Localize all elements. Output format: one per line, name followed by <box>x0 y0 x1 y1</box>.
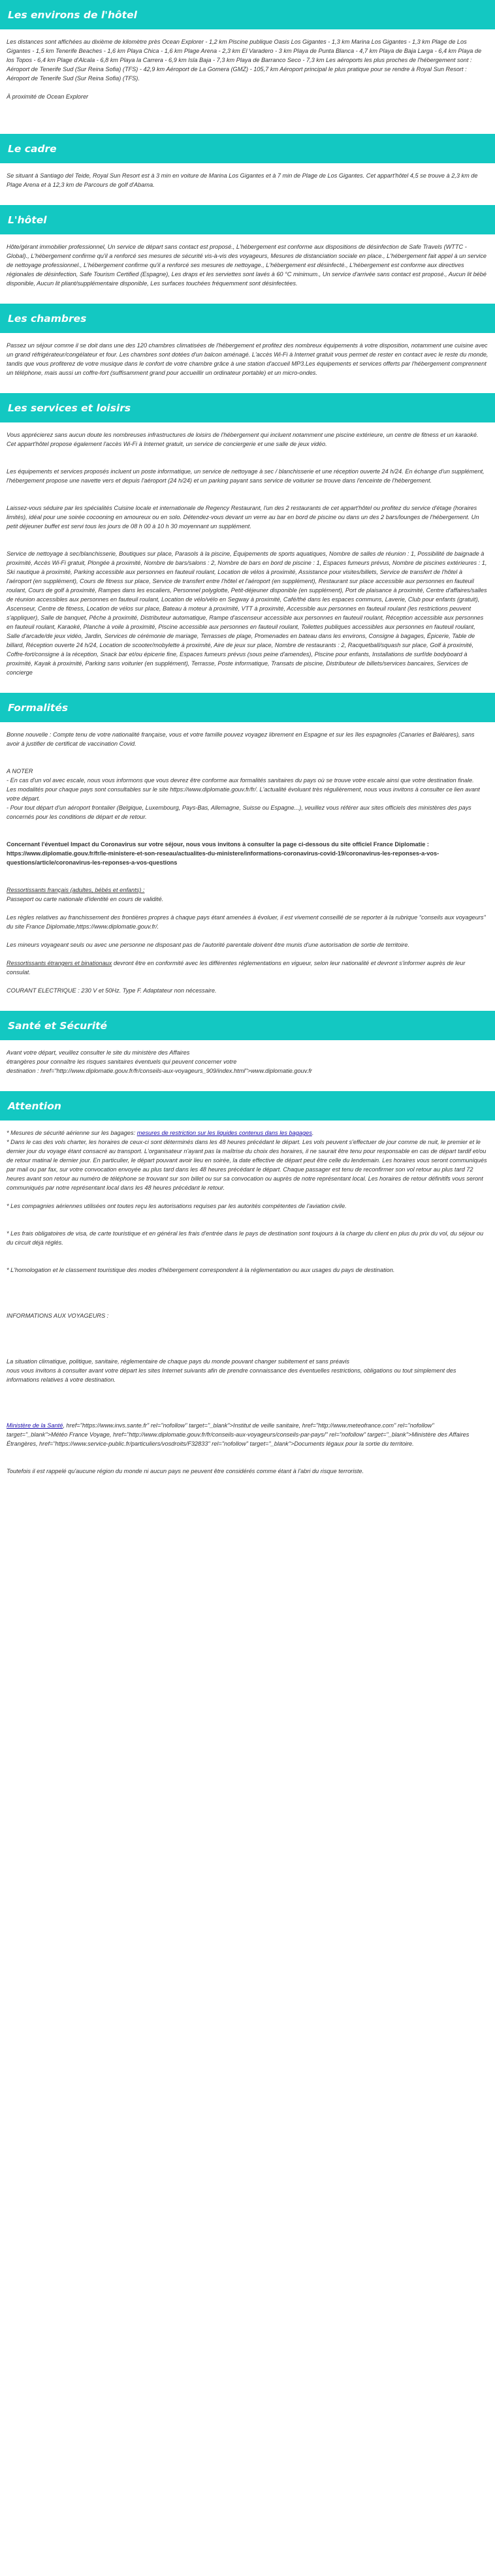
paragraph: Vous apprécierez sans aucun doute les nombreuses infrastructures de loisirs de l'hébergement qui incluent notamment une piscine extérieure, un centre de fitness et un karaoké. Cet appart'hôtel propose également l'accès Wi-Fi à Internet gratuit, un service de conciergerie et une salle de jeux vidéo. <box>7 432 479 447</box>
health-ministry-link[interactable]: Ministère de la Santé <box>7 1422 63 1429</box>
nota-heading: A NOTER <box>7 768 33 774</box>
paragraph: * Les compagnies aériennes utilisées ont toutes reçu les autorisations requises par les autorités compétentes de l'aviation civile. <box>7 1203 347 1209</box>
paragraph: Laissez-vous séduire par les spécialités Cuisine locale et internationale de Regency Restaurant, l'un des 2 restaurants de cet appart'hôtel ou profitez du service d'étage (horaires limités), idéal pour une soirée cocooning en amoureux ou en solo. Détendez-vous devant un verre au bar en bord de piscine ou dans un des 2 bars/lounges de l'hébergement. Un petit déjeuner buffet est servi tous les jours de 08 h 00 à 10 h 30 moyennant un supplément. <box>7 505 479 530</box>
paragraph: Hôte/gérant immobilier professionnel, Un service de départ sans contact est proposé., L'hébergement est conforme aux dispositions de désinfection de Safe Travels (WTTC - Global)., L'hébergement confirme qu'il a renforcé ses mesures de sécurité vis-à-vis des voyageurs, Mesures de distanciation sociale en place., L'hébergement fait appel à un service de nettoyage professionnel., L'hébergement confirme qu'il a renforcé ses mesures de nettoyage., L'hébergement est désinfecté., L'hébergement est conforme aux directives régionales de désinfection, Safe Tourism Certified (Espagne), Les draps et les serviettes sont lavés à 60 °C minimum., Un service d'arrivée sans contact est proposé., Aucun lit bébé disponible, Aucun lit pliant/supplémentaire disponible, Les surfaces touchées fréquemment sont désinfectées. <box>7 244 487 287</box>
paragraph: Les distances sont affichées au dixième de kilomètre près Ocean Explorer - 1,2 km Piscine publique Oasis Los Gigantes - 1,3 km Marina Los Gigantes - 1,3 km Plage de Los Gigantes - 1,5 km Tenerife Beaches - 1,6 km Playa Chica - 1,6 km Plage Arena - 2,3 km El Varadero - 3 km Playa de Punta Blanca - 4,7 km Playa de Baja Larga - 6,4 km Playa de los Topos - 6,4 km Plage d'Alcala - 6,8 km Playa la Carrera - 6,9 km Isla Baja - 7,3 km Playa de Barranco Seco - 7,3 km Les aéroports les plus proches de l'hébergement sont : Aéroport de Tenerife Sud (Sur Reina Sofia) (TFS) - 42,9 km Aéroport de La Gomera (GMZ) - 105,7 km Aéroport principal le plus pratique pour se rendre à Royal Sun Resort : Aéroport de Tenerife Sud (Sur Reina Sofia) (TFS). <box>7 39 482 82</box>
paragraph: Les équipements et services proposés incluent un poste informatique, un service de nettoyage à sec / blanchisserie et une réception ouverte 24 h/24. En échange d'un supplément, l'hébergement propose une navette vers et depuis l'aéroport (24 h/24) et un parking payant sans service de voiturier se trouve dans l'enceinte de l'hébergement. <box>7 468 485 484</box>
paragraph: * Les frais obligatoires de visa, de carte touristique et en général les frais d'entrée dans le pays de destination sont toujours à la charge du client en plus du prix du vol, du séjour ou du circuit déjà réglés. <box>7 1230 484 1246</box>
section-services <box>0 393 495 677</box>
paragraph: étrangères pour connaître les risques sanitaires éventuels qui peuvent concerner votre <box>7 1058 237 1065</box>
section-title: Formalités <box>0 693 495 722</box>
section-title: L'hôtel <box>0 205 495 234</box>
section-title: Le cadre <box>0 134 495 163</box>
paragraph: Avant votre départ, veuillez consulter le site du ministère des Affaires <box>7 1049 190 1056</box>
text: . <box>311 1130 314 1136</box>
liquids-restriction-link[interactable]: mesures de restriction sur les liquides contenus dans les bagages <box>136 1130 312 1136</box>
paragraph <box>7 1128 488 1137</box>
french-nationals-heading: Ressortissants français (adultes, bébés et enfants) : <box>7 887 145 893</box>
section-cadre <box>0 134 495 189</box>
travelers-info-heading: INFORMATIONS AUX VOYAGEURS : <box>7 1312 109 1319</box>
section-hotel <box>0 205 495 288</box>
section-formalites <box>0 693 495 995</box>
paragraph: Se situant à Santiago del Teide, Royal Sun Resort est à 3 min en voiture de Marina Los Gigantes et à 7 min de Plage de Los Gigantes. Cet appart'hôtel 4,5 se trouve à 2,3 km de Plage Arena et à 12,3 km de Parcours de golf d'Abama. <box>7 172 478 188</box>
text: * Mesures de sécurité aérienne sur les bagages: <box>7 1130 137 1136</box>
paragraph: Bonne nouvelle : Compte tenu de votre nationalité française, vous et votre famille pouvez voyagez librement en Espagne et sur les îles espagnoles (Canaries et Baléares), sans avoir à justifier de certificat de vaccination Covid. <box>7 731 475 747</box>
section-title: Les environs de l'hôtel <box>0 0 495 29</box>
paragraph: Les modalités pour chaque pays sont consultables sur le site https://www.diplomatie.gouv.fr/fr/. L'actualité évoluant très régulièrement, nous vous invitons à consulter ce lien avant votre départ. <box>7 786 480 802</box>
paragraph: Passez un séjour comme il se doit dans une des 120 chambres climatisées de l'hébergement et profitez des nombreux équipements à votre disposition, notamment une cuisine avec un grand réfrigérateur/congélateur et four. Les chambres sont dotées d'un balcon aménagé. L'accès Wi-Fi à Internet gratuit vous permet de rester en contact avec le reste du monde, tandis que vous profiterez de votre musique dans le confort de votre chambre grâce à une station d'accueil MP3.Les équipements et services offerts par l'hébergement comprennent un téléphone, mais aussi un coffre-fort (suffisamment grand pour accueillir un ordinateur portable) et un micro-ondes. <box>7 342 488 376</box>
paragraph: - Pour tout départ d'un aéroport frontalier (Belgique, Luxembourg, Pays-Bas, Allemagne, Suisse ou Espagne...), veuillez vous référer aux sites officiels des ministères des pays concernés pour les conditions de départ et de retour. <box>7 804 471 820</box>
paragraph <box>7 1421 488 1448</box>
corona-notice: Concernant l'éventuel Impact du Coronavirus sur votre séjour, nous vous invitons à consulter la page ci-dessous du site officiel France Diplomatie : https://www.diplomatie.gouv.fr/fr/le-ministere-et-son-reseau/actualites-du-ministere/informations-coronavirus-covid-19/coronavirus-les-reponses-a-vos-questions/article/coronavirus-les-reponses-a-vos-questions <box>7 841 439 866</box>
paragraph: Toutefois il est rappelé qu'aucune région du monde ni aucun pays ne peuvent être considérés comme étant à l'abri du risque terroriste. <box>7 1468 364 1474</box>
paragraph: Les mineurs voyageant seuls ou avec une personne ne disposant pas de l'autorité parentale doivent être munis d'une autorisation de sortie de territoire. <box>7 942 409 948</box>
paragraph: destination : href="http://www.diplomatie.gouv.fr/fr/conseils-aux-voyageurs_909/index.html">www.diplomatie.gouv.fr <box>7 1068 312 1074</box>
section-title: Santé et Sécurité <box>0 1011 495 1040</box>
section-chambres <box>0 304 495 377</box>
paragraph: - En cas d'un vol avec escale, nous vous informons que vous devrez être conforme aux formalités sanitaires du pays où se trouve votre escale ainsi que votre destination finale. <box>7 777 474 784</box>
paragraph: * Dans le cas des vols charter, les horaires de ceux-ci sont déterminés dans les 48 heures précédant le départ. Les vols peuvent s'effectuer de jour comme de nuit, le premier et le dernier jour du voyage étant consacré au transport. L'organisateur n'ayant pas la maîtrise du choix des horaires, il ne saurait être tenu pour responsable en cas de départ tardif et/ou de retour matinal le dernier jour. En particulier, le départ pouvant avoir lieu en soirée, la date effective de départ peut être celle du lendemain. Les horaires vous seront communiqués par mail ou par fax, sur votre convocation envoyée au plus tard dans les 48 heures précédant le départ. Chaque passager est tenu de reconfirmer son vol retour au plus tard 72 heures avant son retour au numéro de téléphone se trouvant sur son billet ou sur sa convocation ou auprès de notre représentant local. Les horaires de retour définitifs vous seront communiqués par notre représentant local dans les 48 heures précédant le retour. <box>7 1139 487 1191</box>
section-sante <box>0 1011 495 1075</box>
section-title: Les services et loisirs <box>0 393 495 422</box>
paragraph <box>7 959 488 977</box>
foreign-nationals-body: devront être en conformité avec les différentes réglementations en vigueur, selon leur nationalité et devront s'informer auprès de leur consulat. <box>7 960 466 976</box>
text: , href="https://www.invs.sante.fr" rel="nofollow" target="_blank">Institut de veille sanitaire, href="http://www.meteofrance.com" rel="nofollow" target="_blank">Météo France Voyage, href="http://www.diplomatie.gouv.fr/fr/conseils-aux-voyageurs/conseils-par-pays/" rel="nofollow" target="_blank">Ministère des Affaires Étrangères, href="https://www.service-public.fr/particuliers/vosdroits/F32833" rel="nofollow" target="_blank">Documents légaux pour la sortie du territoire. <box>7 1422 470 1447</box>
paragraph: Passeport ou carte nationale d'identité en cours de validité. <box>7 896 164 902</box>
section-attention <box>0 1091 495 1476</box>
paragraph: * L'homologation et le classement touristique des modes d'hébergement correspondent à la réglementation ou aux usages du pays de destination. <box>7 1267 395 1273</box>
foreign-nationals-heading: Ressortissants étrangers et binationaux <box>7 960 112 966</box>
section-title: Attention <box>0 1091 495 1121</box>
paragraph: À proximité de Ocean Explorer <box>7 93 89 100</box>
paragraph: Service de nettoyage à sec/blanchisserie, Boutiques sur place, Parasols à la piscine, Équipements de sports aquatiques, Nombre de salles de réunion : 1, Possibilité de baignade à proximité, Accès Wi-Fi gratuit, Plongée à proximité, Nombre de bars/salons : 2, Nombre de bars en bord de piscine : 1, Espaces fumeurs prévus, Nombre de piscines extérieures : 1, Ski nautique à proximité, Parking accessible aux personnes en fauteuil roulant, Location de vélos à proximité, Assistance pour visites/billets, Service de transfert de l'hôtel à l'aéroport (en supplément), Cours de fitness sur place, Service de transfert entre l'hôtel et l'aéroport (en supplément), Restaurant sur place accessible aux personnes en fauteuil roulant, Cours de golf à proximité, Rampes dans les escaliers, Personnel polyglotte, Petit-déjeuner disponible (en supplément), Port de plaisance à proximité, Centre d'affaires/salles de réunion accessibles aux personnes en fauteuil roulant, Location de vélo/vélo en Segway à proximité, Café/thé dans les espaces communs, Laverie, Club pour enfants (gratuit), Ascenseur, Centre de fitness, Location de vélos sur place, Bateau à moteur à proximité, VTT à proximité, Accessible aux personnes en fauteuil roulant (les restrictions peuvent s'appliquer), Salle de banquet, Pêche à proximité, Distributeur automatique, Rampe d'ascenseur accessible aux personnes en fauteuil roulant, Réception accessible aux personnes en fauteuil roulant, Karaoké, Planche à voile à proximité, Piscine accessible aux personnes en fauteuil roulant, Toilettes publiques accessibles aux personnes en fauteuil roulant, Salle d'arcade/de jeux vidéo, Jardin, Services de cérémonie de mariage, Terrasses de plage, Promenades en bateau dans les environs, Consigne à bagages, Épicerie, Table de billard, Réception ouverte 24 h/24, Location de scooter/mobylette à proximité, Aire de jeux sur place, Nombre de restaurants : 2, Racquetball/squash sur place, Golf à proximité, Coffre-fort/consigne à la réception, Snack bar et/ou épicerie fine, Espaces fumeurs prévus (sous peine d'amendes), Piscine pour enfants, Installations de surf/de bodyboard à proximité, Kayak à proximité, Parking sans voiturier (en supplément), Terrasse, Poste informatique, Transats de piscine, Distributeur de billets/services bancaires, Services de concierge <box>7 550 487 676</box>
paragraph: COURANT ELECTRIQUE : 230 V et 50Hz. Type F. Adaptateur non nécessaire. <box>7 987 217 994</box>
paragraph: La situation climatique, politique, sanitaire, réglementaire de chaque pays du monde pouvant changer subitement et sans préavis <box>7 1358 350 1365</box>
section-environs <box>0 0 495 101</box>
section-title: Les chambres <box>0 304 495 333</box>
paragraph: Les règles relatives au franchissement des frontières propres à chaque pays étant amenées à évoluer, il est vivement conseillé de se reporter à la rubrique "conseils aux voyageurs" du site France Diplomatie,https://www.diplomatie.gouv.fr/. <box>7 914 486 930</box>
paragraph: nous vous invitons à consulter avant votre départ les sites Internet suivants afin de prendre connaissance des éventuelles restrictions, obligations ou tout simplement des informations relatives à votre destination. <box>7 1367 456 1383</box>
